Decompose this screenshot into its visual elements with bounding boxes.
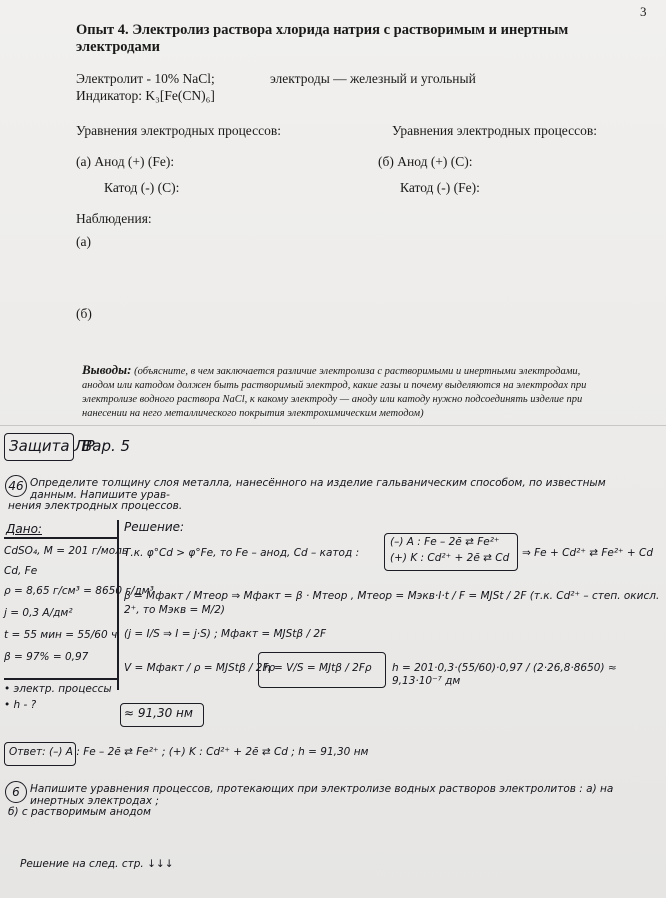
observations-heading: Наблюдения: bbox=[76, 211, 152, 226]
page-number: 3 bbox=[640, 4, 647, 19]
result-value: ≈ 91,30 нм bbox=[124, 706, 193, 720]
equations-heading-right: Уравнения электродных процессов: bbox=[392, 123, 597, 138]
electrodes-line: электроды — железный и угольный bbox=[270, 71, 476, 86]
indicator-line: Индикатор: K₃[Fe(CN)₆] bbox=[76, 88, 215, 103]
continued-note: Решение на след. стр. ↓↓↓ bbox=[20, 858, 174, 870]
solution-line-4: V = Mфакт / ρ = MJStβ / 2Fρ bbox=[124, 662, 276, 674]
header-box-text: Защита ЛР bbox=[9, 437, 95, 455]
anode-b-line: (б) Анод (+) (C): bbox=[378, 154, 473, 169]
cathode-b-line: Катод (-) (Fe): bbox=[400, 180, 480, 195]
question-46-text-2: нения электродных процессов. bbox=[8, 500, 183, 512]
given-bottom-rule bbox=[4, 678, 118, 680]
given-item: CdSO₄, M = 201 г/моль bbox=[4, 545, 129, 557]
thickness-calculation: h = 201·0,3·(55/60)·0,97 / (2·26,8·8650) ≈ 9,13·10⁻⁷ дм bbox=[392, 662, 617, 687]
answer-line: Ответ: (–) A : Fe – 2ē ⇄ Fe²⁺ ; (+) K : Cd²⁺ + 2ē ⇄ Cd ; h = 91,30 нм bbox=[9, 746, 369, 758]
variant-label: Вар. 5 bbox=[82, 437, 131, 455]
anode-equation: (–) A : Fe – 2ē ⇄ Fe²⁺ bbox=[390, 536, 500, 548]
conclusions-label: Выводы: bbox=[82, 362, 132, 377]
given-item: • h - ? bbox=[4, 699, 37, 711]
question-6-text-2: б) с растворимым анодом bbox=[8, 806, 151, 818]
solution-line-1: Т.к. φ°Cd > φ°Fe, то Fe – анод, Cd – катод : bbox=[124, 547, 360, 559]
cathode-equation: (+) K : Cd²⁺ + 2ē ⇄ Cd bbox=[390, 552, 510, 564]
electrolyte-line: Электролит - 10% NaCl; bbox=[76, 71, 215, 86]
given-item: ρ = 8,65 г/см³ = 8650 г/дм³ bbox=[4, 585, 154, 597]
given-top-rule bbox=[4, 537, 118, 539]
given-item: t = 55 мин = 55/60 ч bbox=[4, 629, 118, 641]
given-item: • электр. процессы bbox=[4, 683, 112, 695]
observation-b: (б) bbox=[76, 306, 92, 321]
observation-a: (а) bbox=[76, 234, 91, 249]
section-divider bbox=[0, 425, 666, 426]
question-6-text-1: Напишите уравнения процессов, протекающих при электролизе водных растворов электролитов : а) на инертных электродах ; bbox=[30, 783, 614, 807]
question-46-number: 46 bbox=[5, 475, 27, 497]
conclusions-block bbox=[82, 363, 602, 421]
thickness-formula: h = V/S = MJtβ / 2Fρ bbox=[264, 662, 372, 674]
question-6-number: 6 bbox=[5, 781, 27, 803]
given-item: j = 0,3 А/дм² bbox=[4, 607, 73, 619]
equations-heading-left: Уравнения электродных процессов: bbox=[76, 123, 281, 138]
overall-reaction: ⇒ Fe + Cd²⁺ ⇄ Fe²⁺ + Cd bbox=[522, 547, 654, 559]
solution-line-2: β = Mфакт / Mтеор ⇒ Mфакт = β · Mтеор , Mтеор = Mэкв·I·t / F = MJSt / 2F (т.к. Cd²⁺ – степ. окисл. 2⁺, то Mэкв = M/2) bbox=[124, 590, 660, 616]
given-item: β = 97% = 0,97 bbox=[4, 651, 89, 663]
anode-a-line: (а) Анод (+) (Fe): bbox=[76, 154, 175, 169]
conclusions-text: (объясните, в чем заключается различие электролиза с растворимыми и инертными электродами, анодом или катодом должен быть растворимый электрод, какие газы и почему выделяются на электродах при электролизе водного раствора NaCl, к какому электроду — аноду или катоду нужно подсоединять изделие при нанесении на него металлического покрытия электрохимическим методом) bbox=[82, 366, 587, 419]
solution-label: Решение: bbox=[124, 520, 185, 534]
given-item: Cd, Fe bbox=[4, 565, 38, 577]
solution-line-3: (j = I/S ⇒ I = j·S) ; Mфакт = MJStβ / 2F bbox=[124, 628, 327, 640]
cathode-a-line: Катод (-) (C): bbox=[104, 180, 180, 195]
experiment-title: Опыт 4. Электролиз раствора хлорида натрия с растворимым и инертным электродами bbox=[76, 22, 569, 55]
given-label: Дано: bbox=[6, 522, 42, 536]
question-46-text-1: Определите толщину слоя металла, нанесённого на изделие гальваническим способом, по известным данным. Напишите урав- bbox=[30, 477, 606, 501]
